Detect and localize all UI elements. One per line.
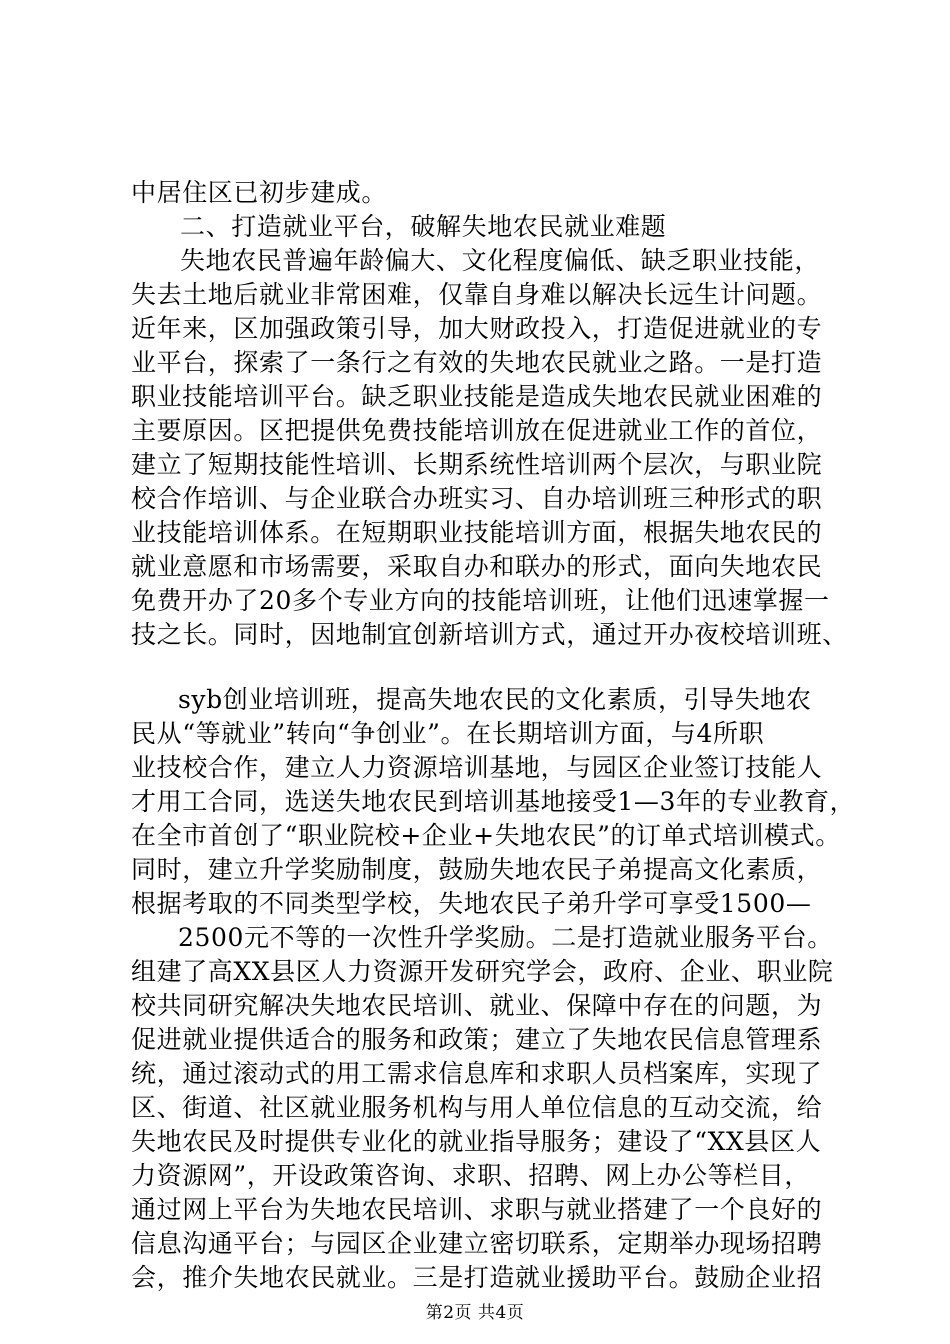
paragraph-line: 失地农民普遍年龄偏大、文化程度偏低、缺乏职业技能， [180, 246, 821, 275]
paragraph-line: 失地农民及时提供专业化的就业指导服务；建设了“XX县区人 [131, 1127, 822, 1156]
paragraph-line: 2500元不等的一次性升学奖励。二是打造就业服务平台。 [178, 923, 833, 952]
paragraph-line: 就业意愿和市场需要，采取自办和联办的形式，面向失地农民 [131, 552, 823, 581]
paragraph-line: 业技能培训体系。在短期职业技能培训方面，根据失地农民的 [131, 518, 823, 547]
paragraph-line: 在全市首创了“职业院校+企业+失地农民”的订单式培训模式。 [131, 821, 841, 850]
paragraph-line: 通过网上平台为失地农民培训、求职与就业搭建了一个良好的 [131, 1195, 823, 1224]
paragraph-line: 才用工合同，选送失地农民到培训基地接受1—3年的专业教育， [131, 787, 856, 816]
paragraph-line: 近年来，区加强政策引导，加大财政投入，打造促进就业的专 [131, 314, 823, 343]
paragraph-line: 民从“等就业”转向“争创业”。在长期培训方面，与4所职 [131, 719, 765, 748]
paragraph-line: 主要原因。区把提供免费技能培训放在促进就业工作的首位， [131, 416, 823, 445]
paragraph-line: 免费开办了20多个专业方向的技能培训班，让他们迅速掌握一 [131, 586, 830, 615]
section-heading: 二、打造就业平台，破解失地农民就业难题 [180, 212, 667, 241]
paragraph-line: 促进就业提供适合的服务和政策；建立了失地农民信息管理系 [131, 1025, 823, 1054]
paragraph-line: 区、街道、社区就业服务机构与用人单位信息的互动交流，给 [131, 1093, 823, 1122]
paragraph-line: syb创业培训班，提高失地农民的文化素质，引导失地农 [178, 685, 812, 714]
paragraph-line: 职业技能培训平台。缺乏职业技能是造成失地农民就业困难的 [131, 382, 823, 411]
paragraph-line: 统，通过滚动式的用工需求信息库和求职人员档案库，实现了 [131, 1059, 823, 1088]
paragraph-line: 技之长。同时，因地制宜创新培训方式，通过开办夜校培训班、 [131, 620, 848, 649]
paragraph-line: 业技校合作，建立人力资源培训基地，与园区企业签订技能人 [131, 753, 823, 782]
paragraph-line: 建立了短期技能性培训、长期系统性培训两个层次，与职业院 [131, 450, 823, 479]
paragraph-line: 校共同研究解决失地农民培训、就业、保障中存在的问题，为 [131, 991, 823, 1020]
paragraph-line: 同时，建立升学奖励制度，鼓励失地农民子弟提高文化素质， [131, 855, 823, 884]
page-number-footer: 第2页 共4页 [425, 1303, 525, 1323]
paragraph-line: 信息沟通平台；与园区企业建立密切联系，定期举办现场招聘 [131, 1229, 823, 1258]
paragraph-line: 会，推介失地农民就业。三是打造就业援助平台。鼓励企业招 [131, 1263, 823, 1292]
paragraph-line: 力资源网”，开设政策咨询、求职、招聘、网上办公等栏目， [131, 1161, 810, 1190]
paragraph-line: 组建了高XX县区人力资源开发研究学会，政府、企业、职业院 [131, 957, 834, 986]
paragraph-line: 业平台，探索了一条行之有效的失地农民就业之路。一是打造 [131, 348, 823, 377]
paragraph-line: 失去土地后就业非常困难，仅靠自身难以解决长远生计问题。 [131, 280, 823, 309]
paragraph-line: 中居住区已初步建成。 [131, 178, 388, 207]
paragraph-line: 校合作培训、与企业联合办班实习、自办培训班三种形式的职 [131, 484, 823, 513]
paragraph-line: 根据考取的不同类型学校，失地农民子弟升学可享受1500— [131, 889, 812, 918]
